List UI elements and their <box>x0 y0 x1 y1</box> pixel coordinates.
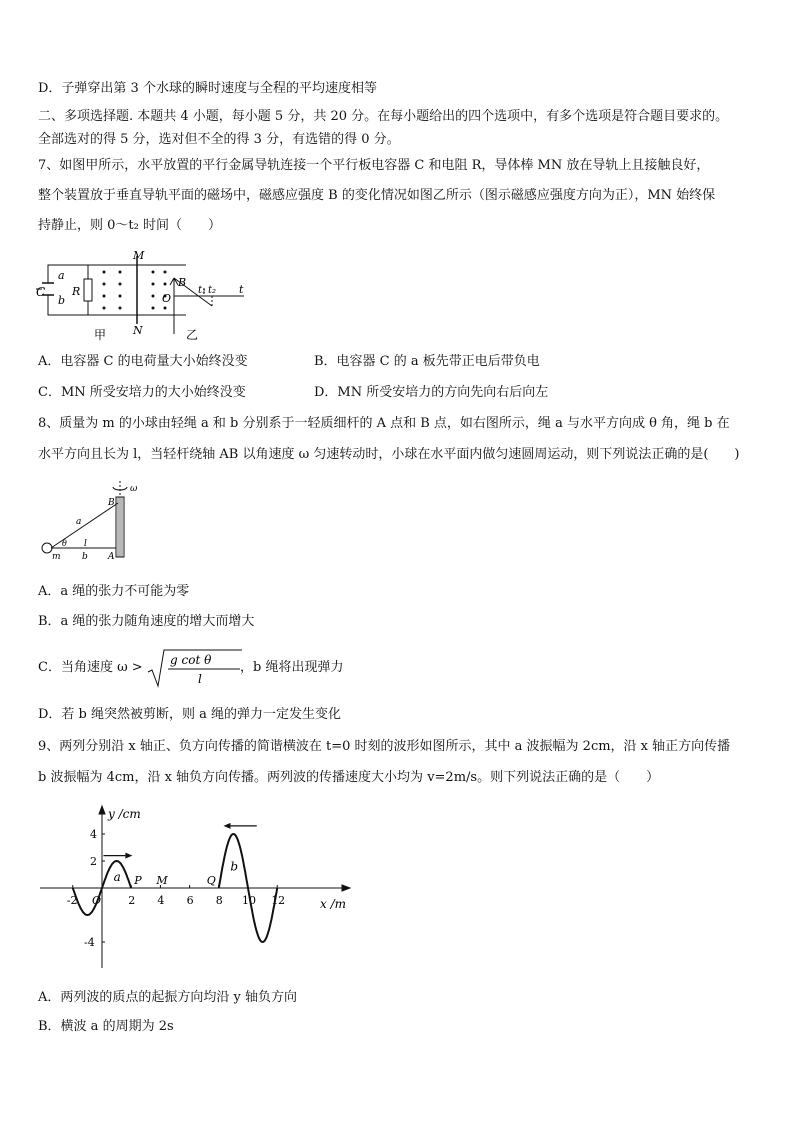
q9-option-b[interactable]: B．横波 a 的周期为 2s <box>38 1019 174 1034</box>
point-label-P: P <box>134 874 142 887</box>
q7-option-c[interactable]: C．MN 所受安培力的大小始终没变 <box>38 385 246 400</box>
label-yi: 乙 <box>186 328 199 342</box>
wave-b-arrow-head <box>223 823 230 829</box>
label-r: R <box>72 285 81 298</box>
q7-option-a[interactable]: A．电容器 C 的电荷量大小始终没变 <box>38 354 248 369</box>
point-label-M: M <box>156 874 168 887</box>
x-axis-label: x /m <box>320 897 347 911</box>
x-tick-label: O <box>92 894 102 907</box>
label-theta: θ <box>62 539 67 548</box>
label-t: t <box>239 283 244 296</box>
label-c: C <box>36 285 46 299</box>
sqrt-formula <box>146 648 246 690</box>
q6-option-d: D．子弹穿出第 3 个水球的瞬时速度与全程的平均速度相等 <box>38 81 377 96</box>
x-tick-label: 2 <box>128 894 136 907</box>
q7-stem-line2: 整个装置放于垂直导轨平面的磁场中，磁感应强度 B 的变化情况如图乙所示（图示磁感应强度方向为正），MN 始终保 <box>38 188 716 203</box>
q8-stem-line2: 水平方向且长为 l，当轻杆绕轴 AB 以角速度 ω 匀速转动时，小球在水平面内做匀速圆周运动，则下列说法正确的是( ) <box>38 447 740 462</box>
label-rope-b: b <box>82 552 88 562</box>
q9-stem-line2: b 波振幅为 4cm，沿 x 轴负方向传播。两列波的传播速度大小均为 v=2m/s。则下列说法正确的是（ ） <box>38 770 660 785</box>
q8-stem-line1: 8、质量为 m 的小球由轻绳 a 和 b 分别系于一轻质细杆的 A 点和 B 点，如右图所示，绳 a 与水平方向成 θ 角，绳 b 在 <box>38 416 730 431</box>
y-axis-arrow <box>99 806 105 814</box>
wave-chart <box>36 800 356 975</box>
label-b-point: B <box>108 498 115 508</box>
point-label-Q: Q <box>206 874 216 887</box>
wave-b-label: b <box>230 859 239 874</box>
wave-a-arrow-head <box>125 853 132 859</box>
label-t1: t₁ <box>198 285 207 296</box>
wave-a-label: a <box>113 870 121 885</box>
y-tick-label: -4 <box>84 936 95 949</box>
q9-stem-line1: 9、两列分别沿 x 轴正、负方向传播的简谐横波在 t=0 时刻的波形如图所示，其中 a 波振幅为 2cm，沿 x 轴正方向传播 <box>38 739 731 754</box>
label-b: b <box>58 294 66 307</box>
x-tick-label: 6 <box>186 894 194 907</box>
label-t2: t₂ <box>208 285 217 296</box>
label-mass: m <box>52 552 61 562</box>
q8-option-d[interactable]: D．若 b 绳突然被剪断，则 a 绳的弹力一定发生变化 <box>38 707 342 722</box>
q8-option-c-prefix: C．当角速度 ω > <box>38 660 143 675</box>
q8-option-a[interactable]: A．a 绳的张力不可能为零 <box>38 584 190 599</box>
q7-figure <box>36 248 256 343</box>
y-axis-label: y /cm <box>108 807 141 821</box>
label-m: M <box>133 249 145 262</box>
y-tick-label: 4 <box>90 828 97 841</box>
q8-option-b[interactable]: B．a 绳的张力随角速度的增大而增大 <box>38 614 255 629</box>
q7-stem-line3: 持静止，则 0～t₂ 时间（ ） <box>38 218 221 233</box>
x-tick-label: -2 <box>66 894 78 907</box>
section2-intro-line2: 全部选对的得 5 分，选对但不全的得 3 分，有选错的得 0 分。 <box>38 132 400 147</box>
q7-option-d[interactable]: D．MN 所受安培力的方向先向右后向左 <box>314 385 549 400</box>
formula-denominator: l <box>198 672 202 686</box>
x-tick-label: 4 <box>157 894 165 907</box>
label-l: l <box>84 539 87 549</box>
q8-option-c-suffix: ，b 绳将出现弹力 <box>240 660 344 675</box>
label-big-b: B <box>178 276 187 289</box>
label-o: O <box>162 292 172 305</box>
label-a-point: A <box>108 552 115 562</box>
label-rope-a: a <box>76 517 82 527</box>
q9-option-a[interactable]: A．两列波的质点的起振方向均沿 y 轴负方向 <box>38 990 297 1005</box>
label-n: N <box>133 324 143 337</box>
y-tick-label: 2 <box>90 855 97 868</box>
x-axis-arrow <box>342 885 350 891</box>
q8-figure <box>38 477 148 567</box>
q7-stem-line1: 7、如图甲所示，水平放置的平行金属导轨连接一个平行板电容器 C 和电阻 R，导体棒 MN 放在导轨上且接触良好， <box>38 158 710 173</box>
q7-option-b[interactable]: B．电容器 C 的 a 板先带正电后带负电 <box>314 354 540 369</box>
x-tick-label: 12 <box>271 894 286 907</box>
x-tick-label: 10 <box>242 894 256 907</box>
section2-intro-line1: 二、多项选择题. 本题共 4 小题，每小题 5 分，共 20 分。在每小题给出的四个选项中，有多个选项是符合题目要求的。 <box>38 109 729 124</box>
label-omega: ω <box>130 484 138 494</box>
x-tick-label: 8 <box>215 894 223 907</box>
label-jia: 甲 <box>94 328 107 342</box>
label-a: a <box>58 269 65 282</box>
formula-numerator: g cot θ <box>170 653 212 667</box>
